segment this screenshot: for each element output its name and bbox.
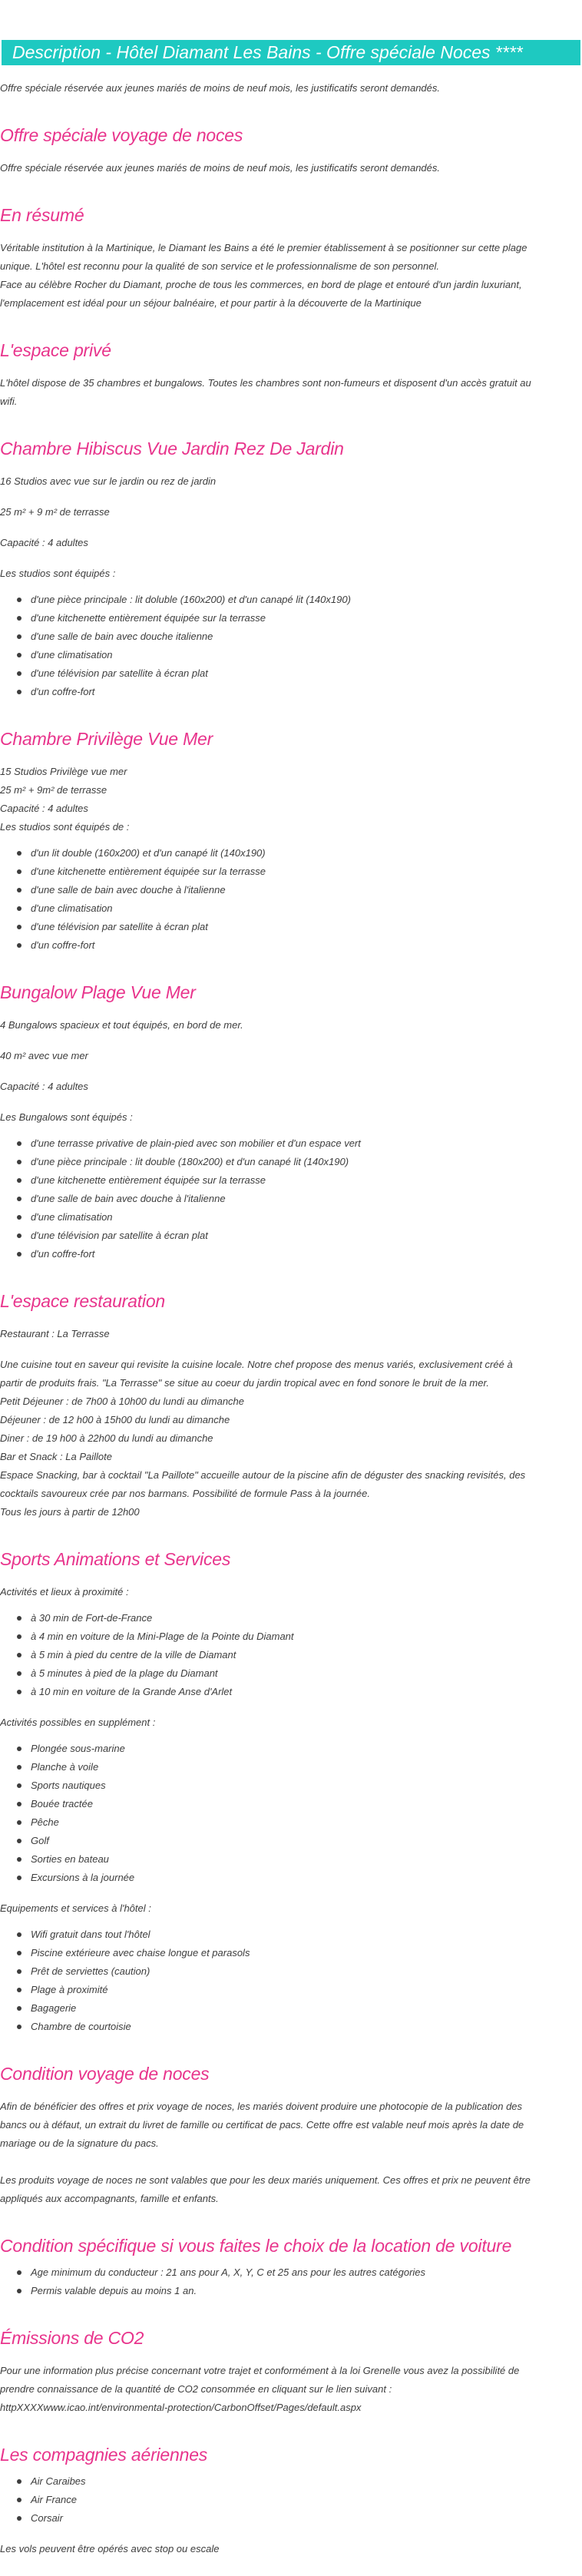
hibiscus-surface: 25 m² + 9 m² de terrasse [0, 506, 110, 518]
section-title-compagnies: Les compagnies aériennes [0, 2445, 208, 2465]
list-item: d'une salle de bain avec douche à l'italienne [17, 881, 577, 899]
resume-line: l'emplacement est idéal pour un séjour balnéaire, et pour partir à la découverte de la Martinique [0, 297, 422, 309]
restauration-line: Déjeuner : de 12 h00 à 15h00 du lundi au dimanche [0, 1414, 230, 1425]
list-item: d'un coffre-fort [17, 1245, 577, 1263]
list-item: Plage à proximité [17, 1981, 577, 1999]
section-title-offre: Offre spéciale voyage de noces [0, 125, 243, 145]
sports-activities-label: Activités possibles en supplément : [0, 1717, 156, 1728]
list-item: d'une kitchenette entièrement équipée sur la terrasse [17, 1171, 577, 1190]
list-item: Prêt de serviettes (caution) [17, 1962, 577, 1981]
list-item: d'une salle de bain avec douche à l'italienne [17, 1190, 577, 1208]
sports-proximity-list [0, 1609, 577, 1701]
privilege-line: 25 m² + 9m² de terrasse [0, 784, 107, 796]
restaurant-name: Restaurant : La Terrasse [0, 1328, 110, 1339]
section-title-condition: Condition voyage de noces [0, 2064, 210, 2084]
bungalow-count: 4 Bungalows spacieux et tout équipés, en bord de mer. [0, 1019, 243, 1031]
condition-text-2 [0, 2171, 577, 2208]
condition-line: Les produits voyage de noces ne sont valables que pour les deux mariés uniquement. Ces offres et prix ne peuvent être [0, 2174, 531, 2186]
section-title-restauration: L'espace restauration [0, 1291, 165, 1311]
section-title-hibiscus: Chambre Hibiscus Vue Jardin Rez De Jardin [0, 439, 344, 459]
restauration-line: Espace Snacking, bar à cocktail "La Paillote" accueille autour de la piscine afin de déguster des snacking revisités, des [0, 1469, 526, 1481]
condition-line: appliqués aux accompagnants, famille et enfants. [0, 2193, 219, 2204]
list-item: Excursions à la journée [17, 1869, 577, 1887]
hibiscus-capacity: Capacité : 4 adultes [0, 537, 88, 548]
list-item: Golf [17, 1832, 577, 1850]
list-item: à 10 min en voiture de la Grande Anse d'Arlet [17, 1683, 577, 1701]
hibiscus-count: 16 Studios avec vue sur le jardin ou rez de jardin [0, 475, 217, 487]
list-item: Pêche [17, 1813, 577, 1832]
resume-text [0, 239, 577, 313]
condition-line: mariage ou de la signature du pacs. [0, 2137, 159, 2149]
airlines-note: Les vols peuvent être opérés avec stop ou escale [0, 2543, 220, 2554]
list-item: Sports nautiques [17, 1776, 577, 1795]
co2-line: prendre connaissance de la quantité de CO2 consommée en cliquant sur le lien suivant : [0, 2383, 392, 2395]
list-item: d'une kitchenette entièrement équipée sur la terrasse [17, 863, 577, 881]
bungalow-equipment-label: Les Bungalows sont équipés : [0, 1111, 133, 1123]
restauration-line: Bar et Snack : La Paillote [0, 1451, 112, 1462]
list-item: Plongée sous-marine [17, 1740, 577, 1758]
section-title-co2: Émissions de CO2 [0, 2328, 144, 2348]
list-item: Planche à voile [17, 1758, 577, 1776]
prive-line: wifi. [0, 396, 18, 407]
intro-text: Offre spéciale réservée aux jeunes mariés de moins de neuf mois, les justificatifs seront demandés. [0, 82, 440, 94]
list-item: à 4 min en voiture de la Mini-Plage de la Pointe du Diamant [17, 1627, 577, 1646]
restauration-line: Tous les jours à partir de 12h00 [0, 1506, 140, 1518]
sports-proximity-label: Activités et lieux à proximité : [0, 1586, 129, 1598]
restauration-line: Petit Déjeuner : de 7h00 à 10h00 du lundi au dimanche [0, 1396, 245, 1407]
list-item: d'une climatisation [17, 1208, 577, 1227]
hibiscus-equipment-list [0, 591, 577, 701]
offre-text: Offre spéciale réservée aux jeunes mariés de moins de neuf mois, les justificatifs seront demandés. [0, 162, 440, 174]
resume-line: Face au célèbre Rocher du Diamant, proche de tous les commerces, en bord de plage et entouré d'un jardin luxuriant, [0, 279, 522, 290]
list-item: Permis valable depuis au moins 1 an. [17, 2282, 577, 2300]
privilege-line: Capacité : 4 adultes [0, 803, 88, 814]
list-item: à 30 min de Fort-de-France [17, 1609, 577, 1627]
airlines-list [0, 2472, 577, 2528]
hibiscus-equipment-label: Les studios sont équipés : [0, 568, 116, 579]
co2-line: Pour une information plus précise concernant votre trajet et conformément à la loi Grenelle vous avez la possibilité de [0, 2365, 520, 2376]
privilege-line: 15 Studios Privilège vue mer [0, 766, 127, 777]
list-item: d'une télévision par satellite à écran plat [17, 664, 577, 683]
sports-services-label: Equipements et services à l'hôtel : [0, 1902, 151, 1914]
list-item: Chambre de courtoisie [17, 2018, 577, 2036]
bungalow-equipment-list [0, 1134, 577, 1263]
restauration-line: partir de produits frais. "La Terrasse" se situe au coeur du jardin tropical avec en fond sonore le bruit de la mer. [0, 1377, 489, 1389]
list-item: à 5 minutes à pied de la plage du Diamant [17, 1664, 577, 1683]
list-item: Corsair [17, 2509, 577, 2528]
restauration-line: Diner : de 19 h00 à 22h00 du lundi au dimanche [0, 1432, 213, 1444]
section-title-privilege: Chambre Privilège Vue Mer [0, 729, 213, 749]
list-item: d'une pièce principale : lit doluble (160x200) et d'un canapé lit (140x190) [17, 591, 577, 609]
bungalow-surface: 40 m² avec vue mer [0, 1050, 88, 1061]
section-title-resume: En résumé [0, 205, 84, 225]
location-conditions-list [0, 2263, 577, 2300]
list-item: d'une pièce principale : lit double (180x200) et d'un canapé lit (140x190) [17, 1153, 577, 1171]
privilege-text [0, 763, 577, 836]
condition-line: bancs ou à défaut, un extrait du livret de famille ou certificat de pacs. Cette offre est valable neuf mois après la date de [0, 2119, 524, 2131]
list-item: d'une climatisation [17, 646, 577, 664]
list-item: Air France [17, 2491, 577, 2509]
restauration-line: Une cuisine tout en saveur qui revisite la cuisine locale. Notre chef propose des menus variés, exclusivement créé à [0, 1359, 513, 1370]
list-item: Sorties en bateau [17, 1850, 577, 1869]
list-item: d'une kitchenette entièrement équipée sur la terrasse [17, 609, 577, 627]
sports-services-list [0, 1925, 577, 2036]
section-title-sports: Sports Animations et Services [0, 1549, 231, 1569]
description-content [0, 65, 577, 2558]
page-banner: Description - Hôtel Diamant Les Bains - Offre spéciale Noces **** [2, 40, 580, 65]
list-item: d'une terrasse privative de plain-pied avec son mobilier et d'un espace vert [17, 1134, 577, 1153]
list-item: Bagagerie [17, 1999, 577, 2018]
prive-text [0, 374, 577, 411]
restauration-text [0, 1356, 577, 1521]
section-title-prive: L'espace privé [0, 340, 111, 360]
list-item: d'un coffre-fort [17, 683, 577, 701]
co2-text [0, 2362, 577, 2417]
section-title-bungalow: Bungalow Plage Vue Mer [0, 982, 196, 1002]
prive-line: L'hôtel dispose de 35 chambres et bungalows. Toutes les chambres sont non-fumeurs et disposent d'un accès gratuit au [0, 377, 531, 389]
list-item: d'un lit double (160x200) et d'un canapé lit (140x190) [17, 844, 577, 863]
list-item: Piscine extérieure avec chaise longue et parasols [17, 1944, 577, 1962]
list-item: d'une climatisation [17, 899, 577, 918]
list-item: Bouée tractée [17, 1795, 577, 1813]
sports-activities-list [0, 1740, 577, 1887]
condition-text-1 [0, 2098, 577, 2153]
bungalow-capacity: Capacité : 4 adultes [0, 1081, 88, 1092]
list-item: d'une salle de bain avec douche italienne [17, 627, 577, 646]
list-item: Air Caraibes [17, 2472, 577, 2491]
restauration-line: cocktails savoureux crée par nos barmans. Possibilité de formule Pass à la journée. [0, 1488, 370, 1499]
list-item: d'une télévision par satellite à écran plat [17, 918, 577, 936]
list-item: Age minimum du conducteur : 21 ans pour A, X, Y, C et 25 ans pour les autres catégories [17, 2263, 577, 2282]
condition-line: Afin de bénéficier des offres et prix voyage de noces, les mariés doivent produire une photocopie de la publication des [0, 2101, 523, 2112]
list-item: à 5 min à pied du centre de la ville de Diamant [17, 1646, 577, 1664]
privilege-equipment-list [0, 844, 577, 955]
privilege-line: Les studios sont équipés de : [0, 821, 130, 833]
section-title-location: Condition spécifique si vous faites le choix de la location de voiture [0, 2236, 512, 2256]
list-item: Wifi gratuit dans tout l'hôtel [17, 1925, 577, 1944]
resume-line: Véritable institution à la Martinique, le Diamant les Bains a été le premier établissement à se positionner sur cette plage [0, 242, 527, 253]
co2-link[interactable]: httpXXXXwww.icao.int/environmental-protection/CarbonOffset/Pages/default.aspx [0, 2402, 362, 2413]
list-item: d'un coffre-fort [17, 936, 577, 955]
list-item: d'une télévision par satellite à écran plat [17, 1227, 577, 1245]
resume-line: unique. L'hôtel est reconnu pour la qualité de son service et le professionnalisme de son personnel. [0, 260, 439, 272]
